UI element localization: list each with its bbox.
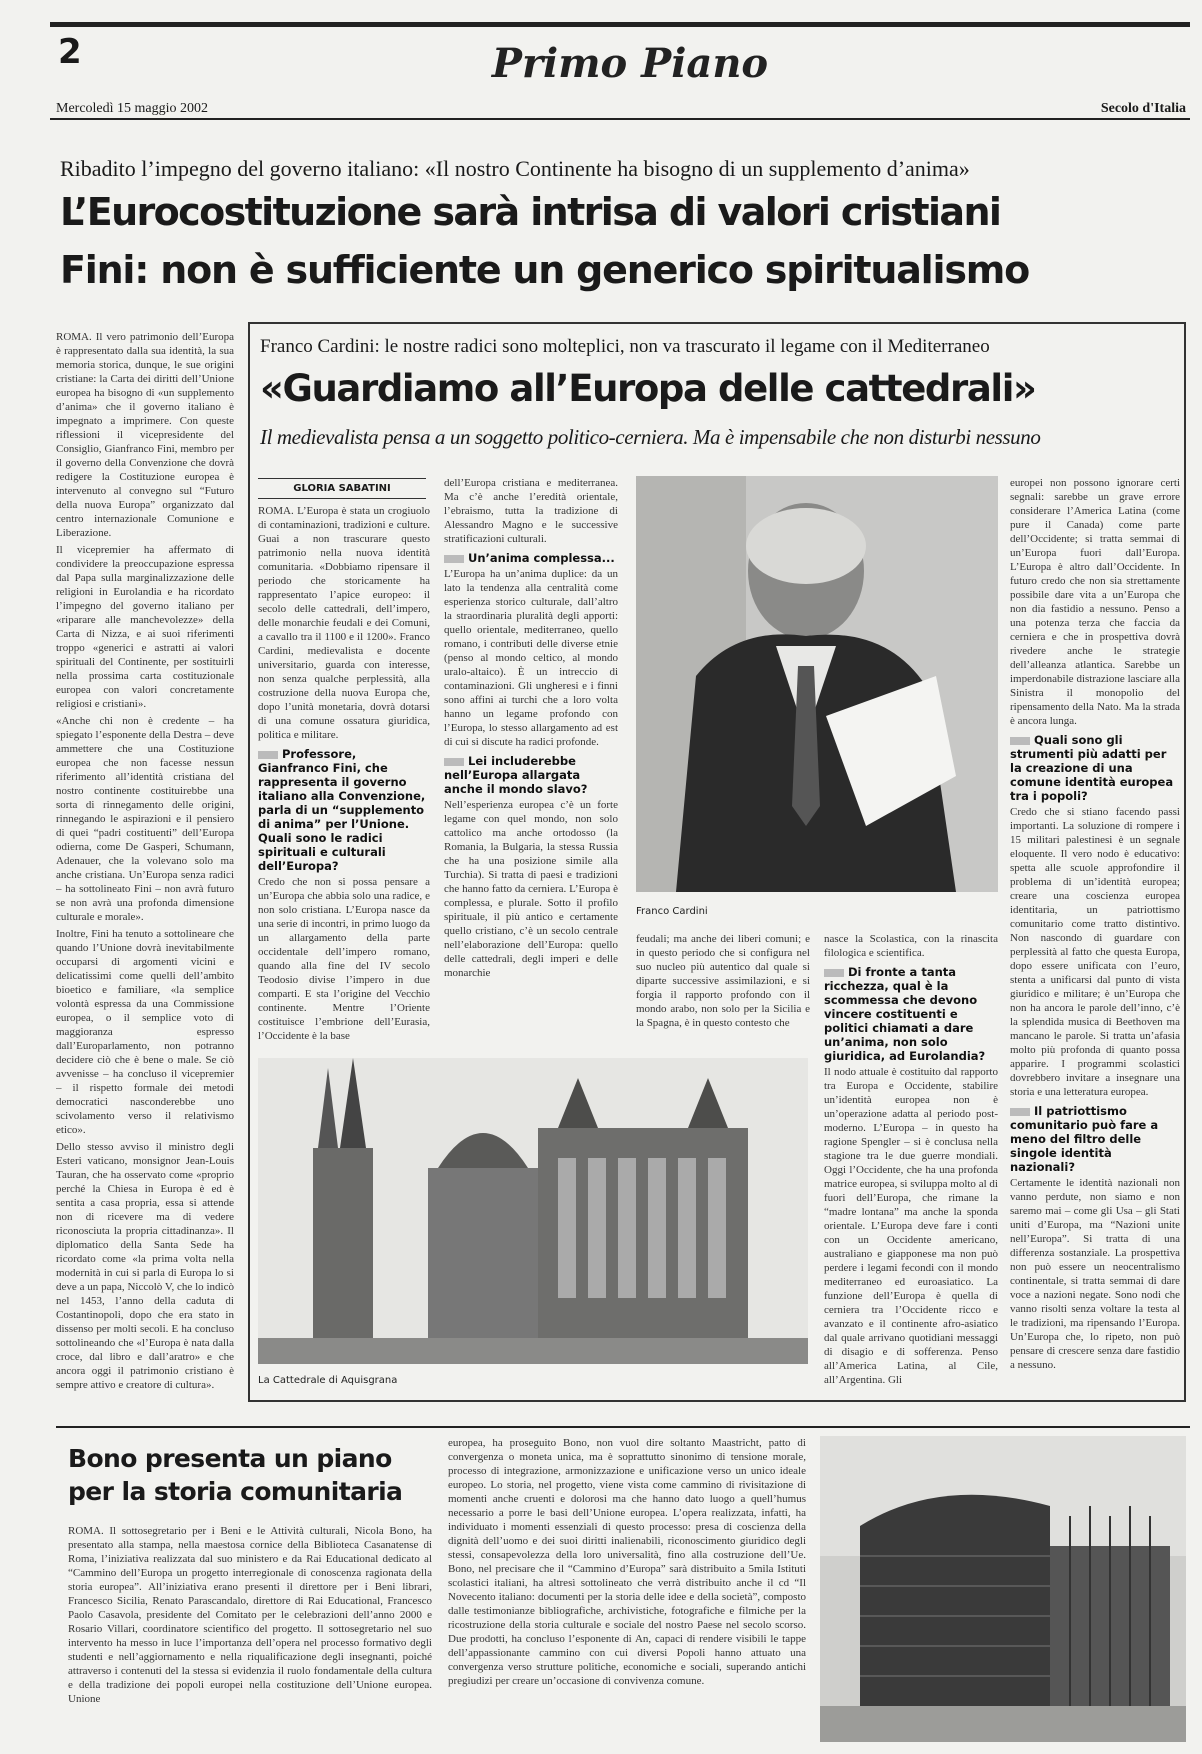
main-paragraph: Dello stesso avviso il ministro degli Esteri vaticano, monsignor Jean-Louis Tauran, che ha osservato come «proprio perché la Chiesa in Europa è ed è sentita a casa propria, essa si attende non di ricevere ma di vedere riconosciuta la propria cittadinanza». Il diplomatico della Santa Sede ha ricordato come «la prima volta nella modernità in cui si parla di Europa lo si deve a un papa, Niccolò V, che lo indicò nel 1453, l’anno della caduta di Costantinopoli, dopo che era stato in dissenso per molti secoli. E ha concluso sottolineando che «l’Europa è nata dalla croce, dal libro e dall’aratro» e che ancora oggi il patrimonio cristiano è sempre attivo e creatore di cultura». — [56, 1141, 234, 1391]
publication-name: Secolo d'Italia — [1100, 101, 1186, 116]
page-number: 2 — [58, 32, 82, 72]
interview-text: Nell’esperienza europea c’è un forte legame con quel mondo, non solo cattolico ma anche ortodosso (la Romania, la Bulgaria, la stessa Russia che ha una posizione simile alla Turchia). Si tratta di paesi e tradizioni che hanno fatto da cerniera. L’Europa è complessa, e plurale. Sotto il profilo spirituale, il più antico e certamente quello cristiano, c’è un secolo centrale nell’elaborazione dell’Europa: quello delle cattedrali, degli imperi e delle monarchie — [444, 799, 618, 979]
cathedral-photo — [258, 1058, 808, 1364]
main-paragraph: Inoltre, Fini ha tenuto a sottolineare che quando l’Unione dovrà inevitabilmente occuparsi di argomenti vicini e delicatissimi come quelli dell’ambito bioetico e familiare, «la semplice volontà espressa da una Commissione europea, o il semplice voto di maggioranza espresso dall’Europarlamento, non potranno decidere ciò che è bene o male. Se ciò avvenisse – ha concluso il vicepremier – il rispetto formale dei metodi democratici nasconderebbe uno scivolamento verso il relativismo etico». — [56, 928, 234, 1136]
main-paragraph: «Anche chi non è credente – ha spiegato l’esponente della Destra – deve ammettere che una Costituzione europea che non facesse nessun riferimento all’identità cristiana del nostro continente costituirebbe una sorta di rinnegamento delle origini, rinnegando le aspirazioni e il pensiero di quei “padri costituenti” dell’Europa odierna, come De Gasperi, Schumann, Adenauer, che la volevano solo ma anche cristiana. Un’Europa senza radici – ha sottolineato Fini – non avrà futuro se non avrà una profonda dimensione culturale e morale». — [56, 715, 234, 923]
top-rule — [50, 22, 1190, 27]
cardini-portrait-illustration — [636, 476, 998, 892]
main-body-column — [56, 330, 234, 1392]
bono-paragraph: europea, ha proseguito Bono, non vuol dire soltanto Maastricht, patto di convergenza o moneta unica, ma è soprattutto sinonimo di tensione morale, processo di integrazione, armonizzazione e unificazione verso un unico ideale europeo. Lo storia, nel progetto, viene vista come cammino di rivisitazione di momenti anche cruenti e dolorosi ma che hanno dato luogo a quell’humus necessario a porre le basi dell’Unione europea. L’opera realizzata, infatti, ha individuato i momenti essenziali di questo processo: presa di coscienza della dignità dell’uomo e dei suoi diritti inalienabili, riconoscimento giuridico degli stessi, consapevolezza della loro universalità, fino alla costruzione dell’Ue. Bono, nel precisare che il “Cammino d’Europa” sarà distribuito a 5mila Istituti scolastici italiani, ha altresì sottolineato che verrà distribuito anche il cd “Il Novecento italiano: documenti per la storia delle idee e della società”, composto dalle testimonianze bibliografiche, archivistiche, fotografiche e filmiche per la ricostruzione della storia culturale e sociale del nostro Paese nel secolo scorso. Due prodotti, ha concluso l’esponente di An, capaci di rendere visibili le tappe dell’appassionante cammino con cui diversi Popoli hanno attuato una convergenza verso strutture politiche, economiche e sociali, superando antichi pregiudizi per creare un’occasione di convivenza comune. — [448, 1437, 806, 1687]
bono-headline: Bono presenta un piano per la storia comunitaria — [68, 1444, 403, 1506]
interview-column-3 — [636, 932, 810, 1044]
bono-column-2 — [448, 1436, 806, 1744]
interview-text: dell’Europa cristiana e mediterranea. Ma c’è anche l’eredità orientale, l’ebraismo, tutta la tradizione di Alessandro Magno e le successive stratificazioni culturali. — [444, 477, 618, 545]
interview-text: nasce la Scolastica, con la rinascita filologica e scientifica. — [824, 933, 998, 959]
europarliament-photo — [820, 1436, 1186, 1742]
interview-column-2 — [444, 476, 618, 1042]
main-paragraph: ROMA. Il vero patrimonio dell’Europa è rappresentato dalla sua identità, la sua memoria storica, dunque, le sue origini cristiane: la Carta dei diritti dell’Unione europea ha bisogno di «un supplemento d’anima» che il governo italiano è impegnato a imprimere. Con queste riflessioni il vicepresidente del Consiglio, Gianfranco Fini, membro per il governo della Convenzione che dovrà redigere la Costituzione europea è intervenuto al convegno sul “Futuro della nuova Europa” organizzato dal centro internazionale Comunione e Liberazione. — [56, 331, 234, 539]
header-rule — [50, 118, 1190, 120]
cardini-caption: Franco Cardini — [636, 906, 708, 917]
interview-question: Lei includerebbe nell’Europa allargata anche il mondo slavo? — [444, 754, 618, 796]
interview-text: Il nodo attuale è costituito dal rapporto tra Europa e Occidente, stabilire un’identità europea non è un’operazione adatta al periodo post-moderno. L’Europa – in questo ha ragione Spengler – si è conclusa nella stagione tra le due guerre mondiali. Oggi l’Occidente, che ha una profonda matrice europea, si sviluppa molto al di fuori dell’Europa, che rimane la “madre lontana” ma anche la sponda orientale. L’Europa deve fare i conti con un Occidente americano, australiano e giapponese ma non può perdere i legami fecondi con il mondo mediterraneo ed euroasiatico. La funzione dell’Europa è quella di cerniera tra l’Occidente ricco e avanzato e il continente afro-asiatico dal quale arrivano quotidiani messaggi di disagio e di sofferenza. Penso all’America Latina, al Cile, all’Argentina. Gli — [824, 1066, 998, 1386]
interview-subheadline: Il medievalista pensa a un soggetto politico-cerniera. Ma è impensabile che non disturbi nessuno — [260, 425, 1041, 449]
interview-question: Professore, Gianfranco Fini, che rappresenta il governo italiano alla Convenzione, parla di un “supplemento di anima” per l’Unione. Quali sono le radici spirituali e culturali dell’Europa? — [258, 747, 430, 873]
interview-column-4 — [824, 932, 998, 1394]
main-headline-line1: L’Eurocostituzione sarà intrisa di valori cristiani — [60, 190, 1001, 234]
interview-text: feudali; ma anche dei liberi comuni; e in questo periodo che si configura nel suo nucleo più autentico dal quale si diparte successive assimilazioni, e si forgia il rapporto profondo con il mondo arabo, non solo per la Sicilia e la Spagna, è in questo contesto che — [636, 933, 810, 1029]
cathedral-caption: La Cattedrale di Aquisgrana — [258, 1375, 398, 1386]
europarliament-illustration — [820, 1436, 1186, 1742]
interview-text: Credo che non si possa pensare a un’Europa che abbia solo una radice, e non solo cristiana. L’Europa nasce da una serie di incontri, in primo luogo da un allargamento della parte occidentale dell’impero romano, quando alla fine del IV secolo Teodosio divise l’impero in due comparti. E sta l’origine del Vecchio continente. Mentre l’Oriente costituisce l’embrione dell’Eurasia, l’Occidente è la base — [258, 876, 430, 1040]
date-line: Mercoledì 15 maggio 2002 — [56, 101, 209, 116]
bono-top-rule — [56, 1426, 1190, 1428]
interview-text: ROMA. L’Europa è stata un crogiuolo di contaminazioni, tradizioni e culture. Guai a non trascurare questo patrimonio nella nuova identità comunitaria. «Dobbiamo ripensare il periodo che storicamente ha rappresentato l’apice europeo: il secolo delle cattedrali, dell’impero, delle monarchie feudali e dei Comuni, a cavallo tra il 1100 e il 1200». Franco Cardini, medievalista e docente universitario, guarda con interesse, non senza qualche perplessità, alla costruzione della nuova Europa che, dopo l’unità monetaria, dovrà dotarsi di una comune ossatura giuridica, politica e militare. — [258, 505, 430, 741]
interview-text: Certamente le identità nazionali non vanno perdute, non siamo e non saremo mai – come gli Usa – gli Stati uniti d’Europa, ma “Nazioni unite nell’Europa”. Si tratta di una differenza sostanziale. La prospettiva non può essere un neocentralismo continentale, si tratta semmai di dare voce a nazioni negate. Sono nodi che vanno risolti senza voltare la testa al le tradizioni, ma ripensando l’Europa. Un’Europa che, lo ripeto, non può pensare di crescere senza dare fastidio a nessuno. — [1010, 1177, 1180, 1371]
interview-text: Credo che si stiano facendo passi importanti. La soluzione di rompere i 15 militari palestinesi è un segnale eloquente. Il vero nodo è educativo: spetta alle scuole approfondire il problema di un’identità europea; creare una coscienza europea identitaria, un patriottismo comunitario come tratto distintivo. Non nascondo di guardare con perplessità al fatto che questa Europa, dopo essere unificata con l’euro, stenta a unificarsi dal punto di vista giuridico e militare; è un’Europa che non ha ancora le parole dell’inno, c’è la splendida musica di Beethoven ma mancano le parole. Si tratta un’afasia molto più profonda di quanto possa apparire. I programmi scolastici dovrebbero invitare a insegnare una storia e una letteratura europea. — [1010, 806, 1180, 1098]
bono-paragraph: ROMA. Il sottosegretario per i Beni e le Attività culturali, Nicola Bono, ha presentato alla stampa, nella maestosa cornice della Biblioteca Casanatense di Roma, l’iniziativa realizzata dal suo ministero e da Rai Educational dedicato al “Cammino dell’Europa un progetto interregionale di conoscenza ragionata della storia europea”. All’iniziativa erano presenti il direttore per i Beni librari, Francesco Sicilia, Renato Parascandalo, direttore di Rai Educational, Francesco Paolo Casavola, presidente del Comitato per le celebrazioni dell’anno 2000 e Rosario Villari, coordinatore scientifico del progetto. Il sottosegretario nel suo intervento ha messo in luce l’importanza dell’opera nel processo formativo degli studenti e nell’aggiornamento e nella riqualificazione degli insegnanti, poiché attraverso i contenuti del la stessa si evidenzia il ruolo fondamentale della cultura e della tradizione dei popoli europei nella costituzione dell’Unione europea. Unione — [68, 1525, 432, 1705]
interview-headline: «Guardiamo all’Europa delle cattedrali» — [260, 367, 1036, 410]
author-name: GLORIA SABATINI — [293, 483, 391, 494]
main-kicker: Ribadito l’impegno del governo italiano: «Il nostro Continente ha bisogno di un supplemento d’anima» — [60, 156, 970, 181]
interview-question: Il patriottismo comunitario può fare a meno del filtro delle singole identità nazionali? — [1010, 1104, 1180, 1174]
cardini-photo — [636, 476, 998, 892]
main-paragraph: Il vicepremier ha affermato di condividere la preoccupazione espressa dal Papa sulla marginalizzazione delle religioni in Eurolandia e ha ricordato l’impegno del governo italiano per «riparare alle manchevolezze» della Carta di Nizza, e ai suoi riferimenti troppo «generici e astratti ai valori spirituali del Continente, per sostituirli nella prossima carta costituzionale europea con valori concretamente religiosi e cristiani». — [56, 544, 234, 710]
interview-column-1 — [258, 504, 430, 1040]
interview-column-5 — [1010, 476, 1180, 1394]
interview-text: europei non possono ignorare certi segnali: sarebbe un grave errore considerare l’America Latina (come pure il Canada) come parte dell’Occidente; si tratta semmai di un’Europa fuori dall’Europa. L’Europa è altro dall’Occidente. In futuro credo che non sia strettamente possibile dare vita a un’Europa che non dia fastidio a nessuno. Penso a una potenza terza che faccia da cerniera e che in prospettiva dovrà rivedere anche le strategie dell’alleanza atlantica. Sarebbe un imperdonabile distrazione lasciare alla Sinistra il monopolio del ripensamento della Nato. Ma la strada è ancora lunga. — [1010, 477, 1180, 727]
main-headline-line2: Fini: non è sufficiente un generico spiritualismo — [60, 248, 1030, 292]
interview-text: L’Europa ha un’anima duplice: da un lato la tendenza alla centralità come esperienza storico culturale, dall’altro la straordinaria pluralità degli apporti: quello orientale, mediterraneo, quello romano, i contributi delle diverse etnie (penso al mondo celtico, al mondo uralo-altaico). È un intreccio di contaminazioni. Gli ungheresi e i finni sono affini ai turchi che a loro volta hanno un legame profondo con l’Europa, lo stesso allargamento ad est di cui si discute ha radici profonde. — [444, 568, 618, 748]
interview-kicker: Franco Cardini: le nostre radici sono molteplici, non va trascurato il legame con il Mediterraneo — [260, 336, 990, 357]
author-byline — [258, 478, 426, 499]
bono-column-1 — [68, 1524, 432, 1744]
interview-question: Di fronte a tanta ricchezza, qual è la scommessa che devono vincere costituenti e politici chiamati a dare un’anima, non solo giuridica, ad Eurolandia? — [824, 965, 998, 1063]
interview-question: Un’anima complessa... — [444, 551, 618, 565]
section-title: Primo Piano — [491, 40, 769, 87]
cathedral-illustration — [258, 1058, 808, 1364]
interview-question: Quali sono gli strumenti più adatti per la creazione di una comune identità europea tra i popoli? — [1010, 733, 1180, 803]
